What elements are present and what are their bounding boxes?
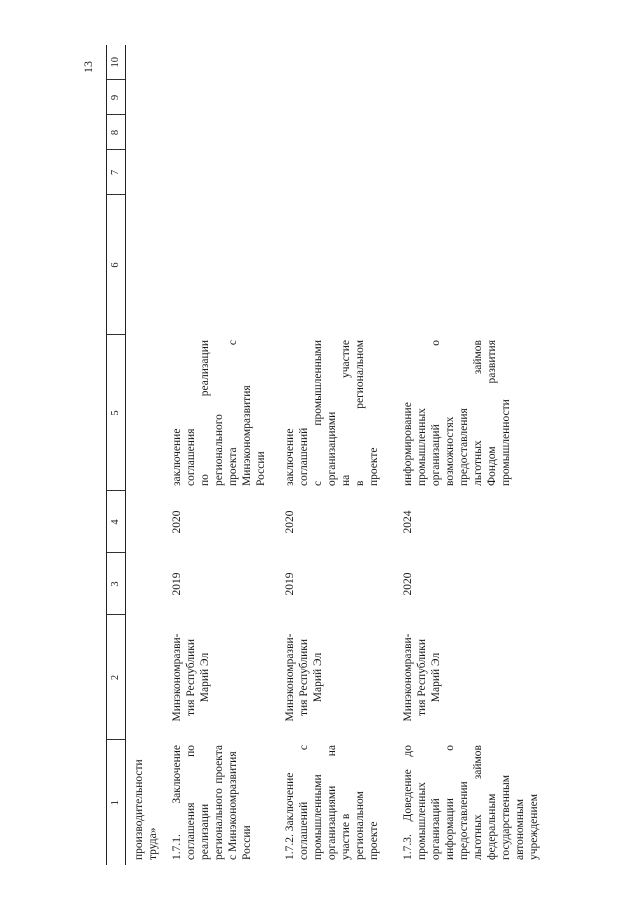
responsible-line: тия Республики [298,638,311,717]
plan-table [106,45,547,865]
measure-line: промышленных [416,782,429,860]
measure-line: предоставлении [458,781,471,860]
measure-line: учреждением [528,794,541,860]
column-number-row [107,45,126,865]
result-line: заключение [171,428,184,486]
measure-cell [395,740,547,865]
responsible-line: Минэкономразви- [402,633,415,722]
responsible-line: Минэкономразви- [284,633,297,722]
measure-line: с Минэкономразвития [227,751,240,860]
measure-line: реализации [199,803,212,860]
result-line: по реализации [199,340,212,486]
measure-line: информации о [444,745,457,860]
responsible-cell [277,615,395,740]
measure-line: России [241,825,254,860]
result-line: заключение [284,428,297,486]
column-header: 9 [107,80,126,115]
measure-line: промышленными [312,774,325,860]
end-year-cell: 2020 [284,510,297,534]
result-line: регионального [213,414,226,486]
column-header: 8 [107,115,126,150]
responsible-line: Марий Эл [312,652,325,703]
measure-line: государственным [500,774,513,860]
responsible-line: Марий Эл [199,652,212,703]
result-line: промышленных [416,408,429,486]
measure-line: организациями на [326,745,339,860]
intro-row [126,45,165,865]
result-cell [164,335,277,491]
column-header: 7 [107,150,126,195]
column-header: 2 [107,615,126,740]
responsible-cell [164,615,277,740]
result-line: России [255,451,268,486]
page-number: 13 [81,61,95,73]
result-line: в региональном [354,340,367,486]
intro-line: производительности [133,759,145,860]
result-line: проекте [368,447,381,486]
column-header: 5 [107,335,126,491]
intro-cell [126,740,165,865]
result-line: соглашения [185,428,198,486]
measure-line: участие в региональном [340,791,367,860]
result-cell [277,335,395,491]
measure-line: льготных займов [472,745,485,860]
measure-line: автономным [514,799,527,860]
result-line: предоставления [458,408,471,486]
column-header: 10 [107,45,126,80]
responsible-line: Марий Эл [430,652,443,703]
start-year-cell: 2019 [171,572,184,596]
column-header: 6 [107,195,126,335]
intro-line: труда» [147,827,160,860]
responsible-cell [395,615,547,740]
result-line: Фондом развития [486,340,499,486]
result-line: промышленности [500,399,513,486]
measure-line: федеральным [486,793,499,860]
result-line: проекта с [227,340,240,486]
result-line: организаций о [430,340,443,486]
measure-line: организаций [430,798,443,860]
rotated-page-content [106,45,636,865]
measure-line: соглашений с [298,745,311,860]
start-year-cell: 2019 [284,572,297,596]
measure-line: 1.7.2. Заключение [284,772,297,860]
result-line: соглашений [298,427,311,486]
result-line: льготных займов [472,340,485,486]
result-line: на участие [340,340,353,486]
column-header: 1 [107,740,126,865]
result-line: с промышленными [312,340,325,486]
result-line: организациями [326,411,339,486]
measure-line: проекте [368,821,381,860]
end-year-cell: 2024 [402,510,415,534]
end-year-cell: 2020 [171,510,184,534]
result-line: информирование [402,402,415,486]
responsible-line: тия Республики [185,638,198,717]
responsible-line: тия Республики [416,638,429,717]
measure-line: 1.7.1. Заключение [171,745,184,860]
table-row [395,45,547,865]
column-header: 3 [107,553,126,615]
column-header: 4 [107,491,126,553]
measure-line: регионального проекта [213,745,226,860]
result-cell [395,335,547,491]
responsible-line: Минэкономразви- [171,633,184,722]
table-row [277,45,395,865]
measure-line: 1.7.3. Доведение до [402,745,415,860]
measure-cell [277,740,395,865]
result-line: Минэкономразвития [241,385,254,486]
result-line: возможностях [444,416,457,486]
measure-cell [164,740,277,865]
start-year-cell: 2020 [402,572,415,596]
measure-line: соглашения по [185,745,198,860]
table-row [164,45,277,865]
